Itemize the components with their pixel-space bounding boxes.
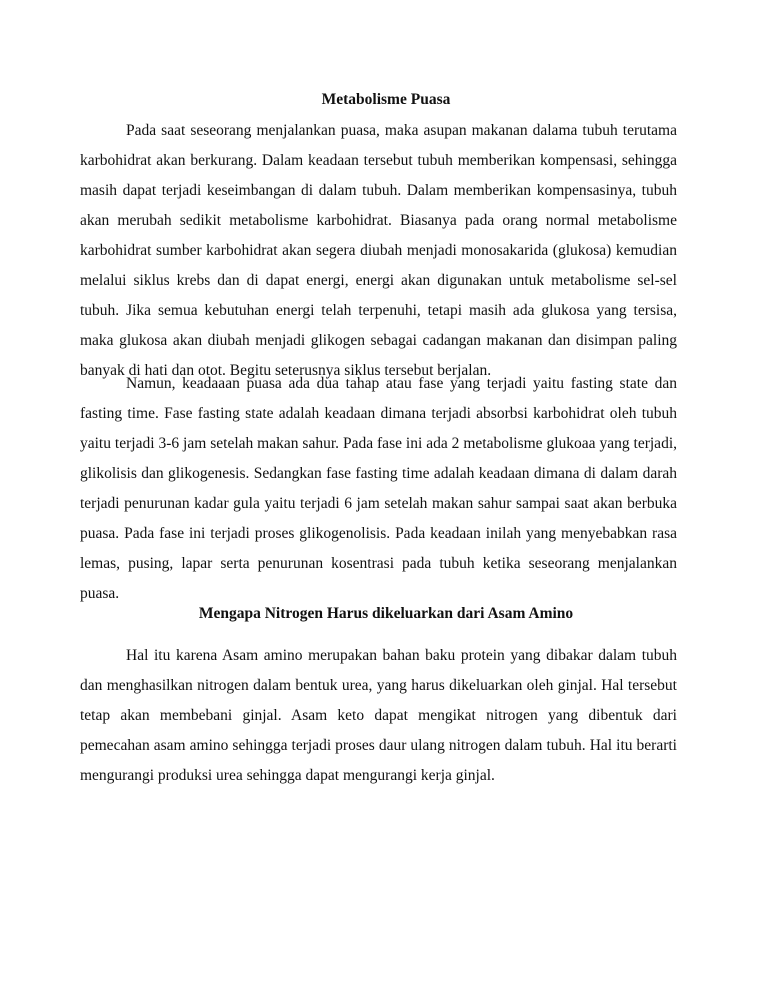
section-heading-metabolisme-puasa: Metabolisme Puasa [321,91,451,108]
paragraph: Namun, keadaaan puasa ada dua tahap atau fase yang terjadi yaitu fasting state dan fasting time. Fase fasting state adalah keadaan dimana terjadi absorbsi karbohidrat oleh tubuh yaitu terjadi 3-6 jam setelah makan sahur. Pada fase ini ada 2 metabolisme glukoaa yang terjadi, glikolisis dan glikogenesis. Sedangkan fase fasting time adalah keadaan dimana di dalam darah terjadi penurunan kadar gula yaitu terjadi 6 jam setelah makan sahur sampai saat akan berbuka puasa. Pada fase ini terjadi proses glikogenolisis. Pada keadaan inilah yang menyebabkan rasa lemas, pusing, lapar serta penurunan kosentrasi pada tubuh ketika seseorang menjalankan puasa. [80,375,677,602]
paragraph: Hal itu karena Asam amino merupakan bahan baku protein yang dibakar dalam tubuh dan menghasilkan nitrogen dalam bentuk urea, yang harus dikeluarkan oleh ginjal. Hal tersebut tetap akan membebani ginjal. Asam keto dapat mengikat nitrogen yang dibentuk dari pemecahan asam amino sehingga terjadi proses daur ulang nitrogen dalam tubuh. Hal itu berarti mengurangi produksi urea sehingga dapat mengurangi kerja ginjal. [80,647,677,784]
section-heading-nitrogen: Mengapa Nitrogen Harus dikeluarkan dari Asam Amino [198,605,574,622]
paragraph: Pada saat seseorang menjalankan puasa, maka asupan makanan dalama tubuh terutama karbohidrat akan berkurang. Dalam keadaan tersebut tubuh memberikan kompensasi, sehingga masih dapat terjadi keseimbangan di dalam tubuh. Dalam memberikan kompensasinya, tubuh akan merubah sedikit metabolisme karbohidrat. Biasanya pada orang normal metabolisme karbohidrat sumber karbohidrat akan segera diubah menjadi monosakarida (glukosa) kemudian melalui siklus krebs dan di dapat energi, energi akan digunakan untuk metabolisme sel-sel tubuh. Jika semua kebutuhan energi telah terpenuhi, tetapi masih ada glukosa yang tersisa, maka glukosa akan diubah menjadi glikogen sebagai cadangan makanan dan disimpan paling banyak di hati dan otot. Begitu seterusnya siklus tersebut berjalan. [80,122,677,379]
